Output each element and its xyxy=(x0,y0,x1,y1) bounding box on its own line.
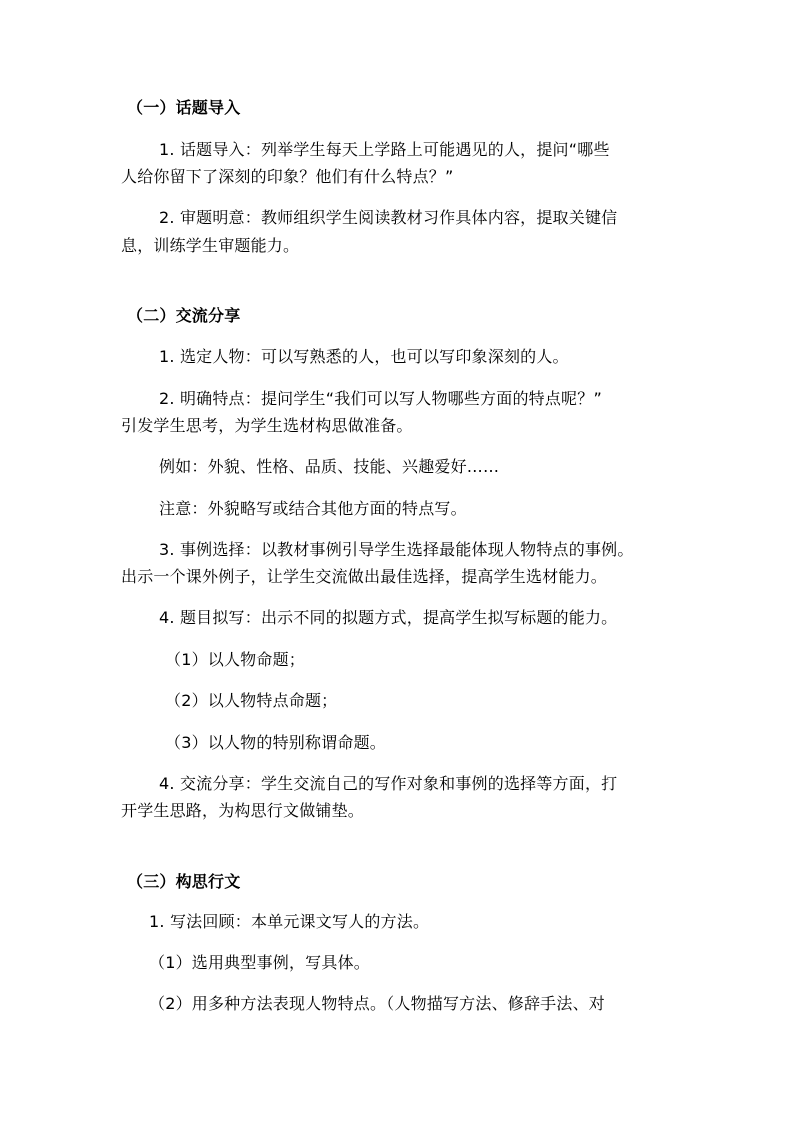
paragraph-line: 开学生思路，为构思行文做铺垫。 xyxy=(121,801,365,820)
paragraph-line: 1. 写法回顾：本单元课文写人的方法。 xyxy=(149,912,430,931)
paragraph-line: 例如：外貌、性格、品质、技能、兴趣爱好…… xyxy=(159,457,500,476)
paragraph-line: 4. 题目拟写：出示不同的拟题方式，提高学生拟写标题的能力。 xyxy=(159,608,618,627)
list-item: （2）以人物特点命题； xyxy=(165,691,338,710)
list-item: （1）以人物命题； xyxy=(165,650,305,669)
section-heading-2: （二）交流分享 xyxy=(127,306,241,325)
paragraph-line: 人给你留下了深刻的印象？他们有什么特点？” xyxy=(121,167,454,186)
list-item: （3）以人物的特别称谓命题。 xyxy=(165,733,386,752)
paragraph-line: 4. 交流分享：学生交流自己的写作对象和事例的选择等方面，打 xyxy=(159,774,618,793)
paragraph-line: 1. 选定人物：可以写熟悉的人，也可以写印象深刻的人。 xyxy=(159,347,569,366)
paragraph-line: 引发学生思考，为学生选材构思做准备。 xyxy=(121,416,413,435)
list-item: （1）选用典型事例，写具体。 xyxy=(149,953,370,972)
section-heading-3: （三）构思行文 xyxy=(127,872,241,891)
paragraph-line: 出示一个课外例子，让学生交流做出最佳选择，提高学生选材能力。 xyxy=(121,567,608,586)
paragraph-line: 息，训练学生审题能力。 xyxy=(121,236,300,255)
paragraph-line: 注意：外貌略写或结合其他方面的特点写。 xyxy=(159,499,467,518)
list-item: （2）用多种方法表现人物特点。（人物描写方法、修辞手法、对 xyxy=(149,994,605,1013)
paragraph-line: 1. 话题导入：列举学生每天上学路上可能遇见的人，提问“哪些 xyxy=(159,140,610,159)
paragraph-line: 2. 明确特点：提问学生“我们可以写人物哪些方面的特点呢？” xyxy=(159,389,602,408)
section-heading-1: （一）话题导入 xyxy=(127,98,241,117)
paragraph-line: 2. 审题明意：教师组织学生阅读教材习作具体内容，提取关键信 xyxy=(159,208,618,227)
paragraph-line: 3. 事例选择：以教材事例引导学生选择最能体现人物特点的事例。 xyxy=(159,540,634,559)
